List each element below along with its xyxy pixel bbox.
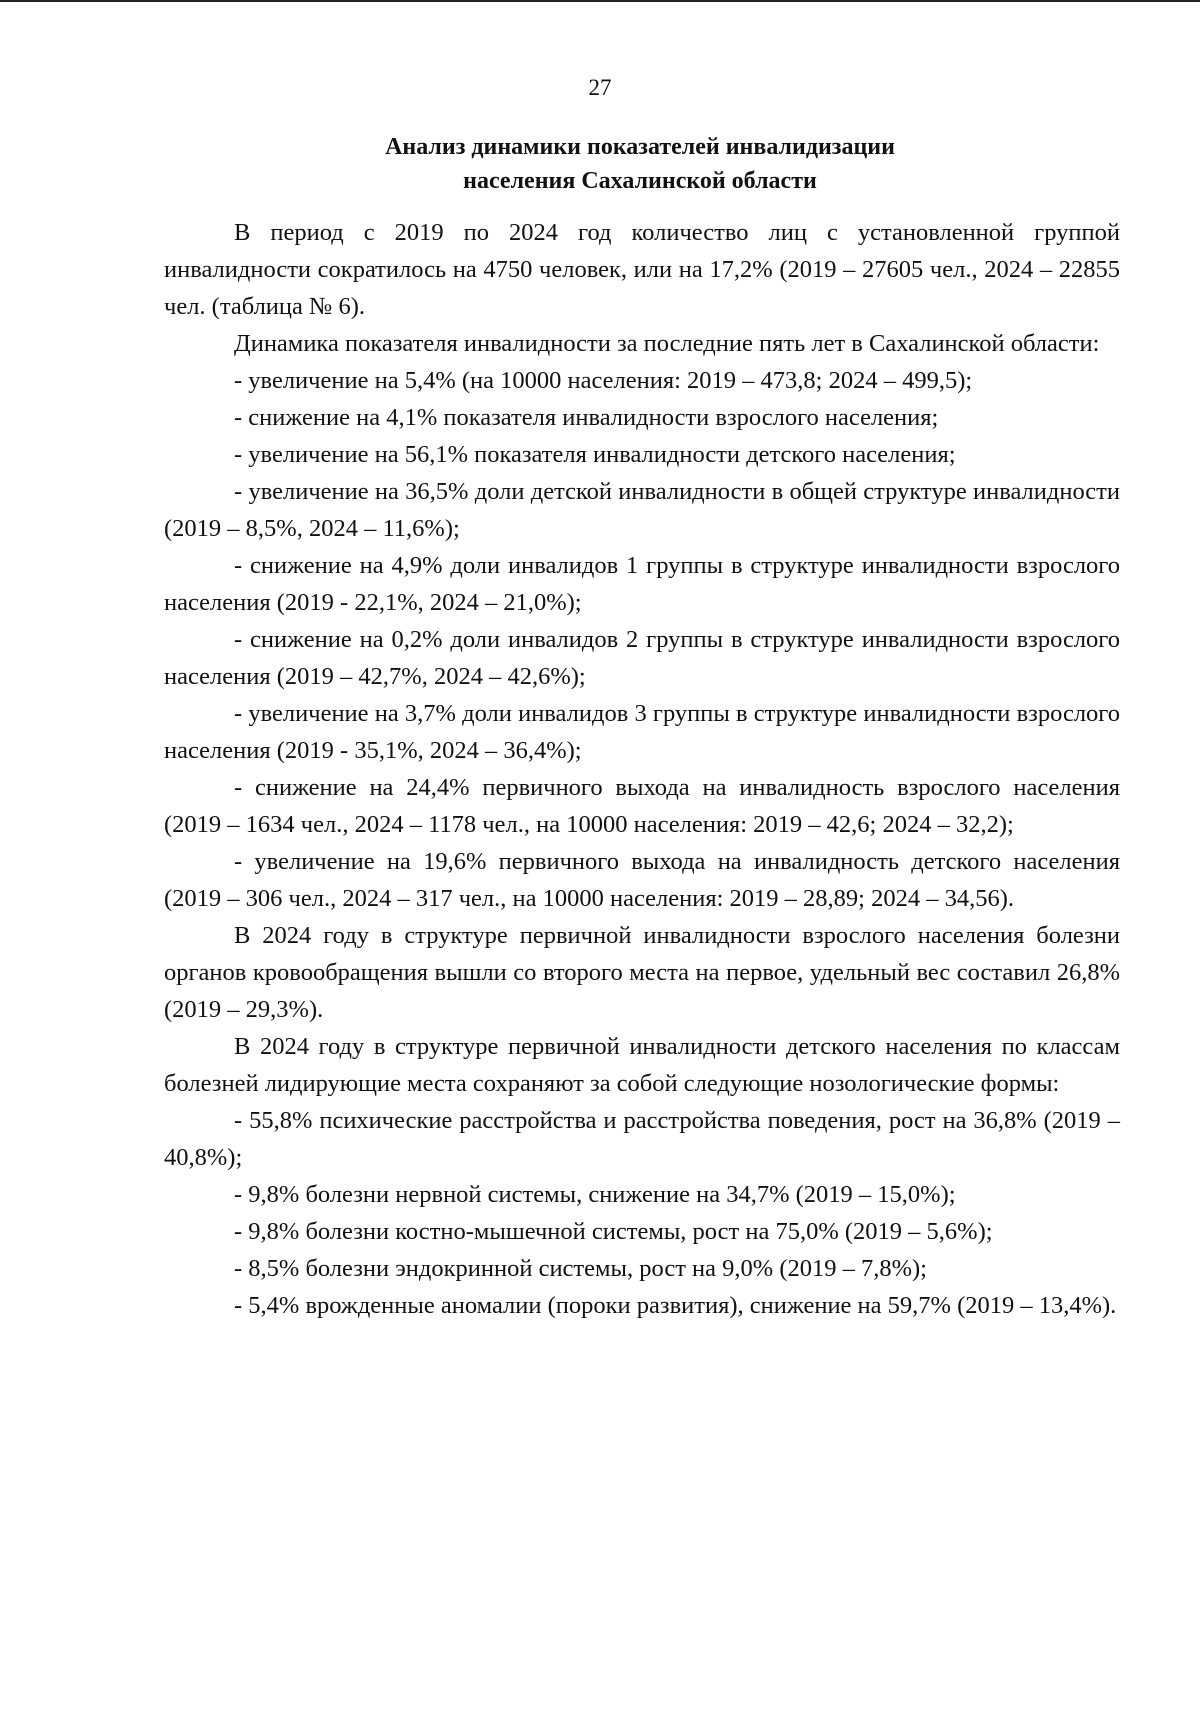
- list-item: - увеличение на 5,4% (на 10000 населения: 2019 – 473,8; 2024 – 499,5);: [234, 367, 973, 394]
- list-item: - 5,4% врожденные аномалии (пороки развития), снижение на 59,7% (2019 – 13,4%).: [234, 1292, 1117, 1319]
- title-line-1: Анализ динамики показателей инвалидизации: [385, 134, 895, 160]
- list-item: - увеличение на 3,7% доли инвалидов 3 группы в структуре инвалидности взрослого населения (2019 - 35,1%, 2024 – 36,4%);: [164, 700, 1120, 764]
- list-item: - снижение на 4,9% доли инвалидов 1 группы в структуре инвалидности взрослого населения (2019 - 22,1%, 2024 – 21,0%);: [164, 552, 1120, 616]
- list-item: - 55,8% психические расстройства и расстройства поведения, рост на 36,8% (2019 – 40,8%);: [164, 1107, 1120, 1171]
- list-item: - увеличение на 36,5% доли детской инвалидности в общей структуре инвалидности (2019 – 8,5%, 2024 – 11,6%);: [164, 478, 1120, 542]
- title-line-2: населения Сахалинской области: [463, 168, 817, 194]
- list-item: - снижение на 24,4% первичного выхода на инвалидность взрослого населения (2019 – 1634 чел., 2024 – 1178 чел., на 10000 населения: 2019 – 42,6; 2024 – 32,2);: [164, 774, 1120, 838]
- page-title: [160, 130, 1120, 198]
- list-item: - 9,8% болезни костно-мышечной системы, рост на 75,0% (2019 – 5,6%);: [234, 1218, 993, 1245]
- paragraph: В 2024 году в структуре первичной инвалидности детского населения по классам болезней лидирующие места сохраняют за собой следующие нозологические формы:: [164, 1033, 1120, 1097]
- scan-top-edge: [0, 0, 1200, 2]
- list-item: - снижение на 0,2% доли инвалидов 2 группы в структуре инвалидности взрослого населения (2019 – 42,7%, 2024 – 42,6%);: [164, 626, 1120, 690]
- list-item: - снижение на 4,1% показателя инвалидности взрослого населения;: [234, 404, 939, 431]
- paragraph: В период с 2019 по 2024 год количество лиц с установленной группой инвалидности сократилось на 4750 человек, или на 17,2% (2019 – 27605 чел., 2024 – 22855 чел. (таблица № 6).: [164, 219, 1120, 320]
- paragraph: В 2024 году в структуре первичной инвалидности взрослого населения болезни органов кровообращения вышли со второго места на первое, удельный вес составил 26,8% (2019 – 29,3%).: [164, 922, 1120, 1023]
- document-body: [164, 214, 1120, 1324]
- list-item: - 9,8% болезни нервной системы, снижение на 34,7% (2019 – 15,0%);: [234, 1181, 956, 1208]
- paragraph: Динамика показателя инвалидности за последние пять лет в Сахалинской области:: [234, 330, 1100, 357]
- list-item: - 8,5% болезни эндокринной системы, рост на 9,0% (2019 – 7,8%);: [234, 1255, 927, 1282]
- page-number: 27: [588, 75, 612, 100]
- list-item: - увеличение на 56,1% показателя инвалидности детского населения;: [234, 441, 956, 468]
- list-item: - увеличение на 19,6% первичного выхода на инвалидность детского населения (2019 – 306 чел., 2024 – 317 чел., на 10000 населения: 2019 – 28,89; 2024 – 34,56).: [164, 848, 1120, 912]
